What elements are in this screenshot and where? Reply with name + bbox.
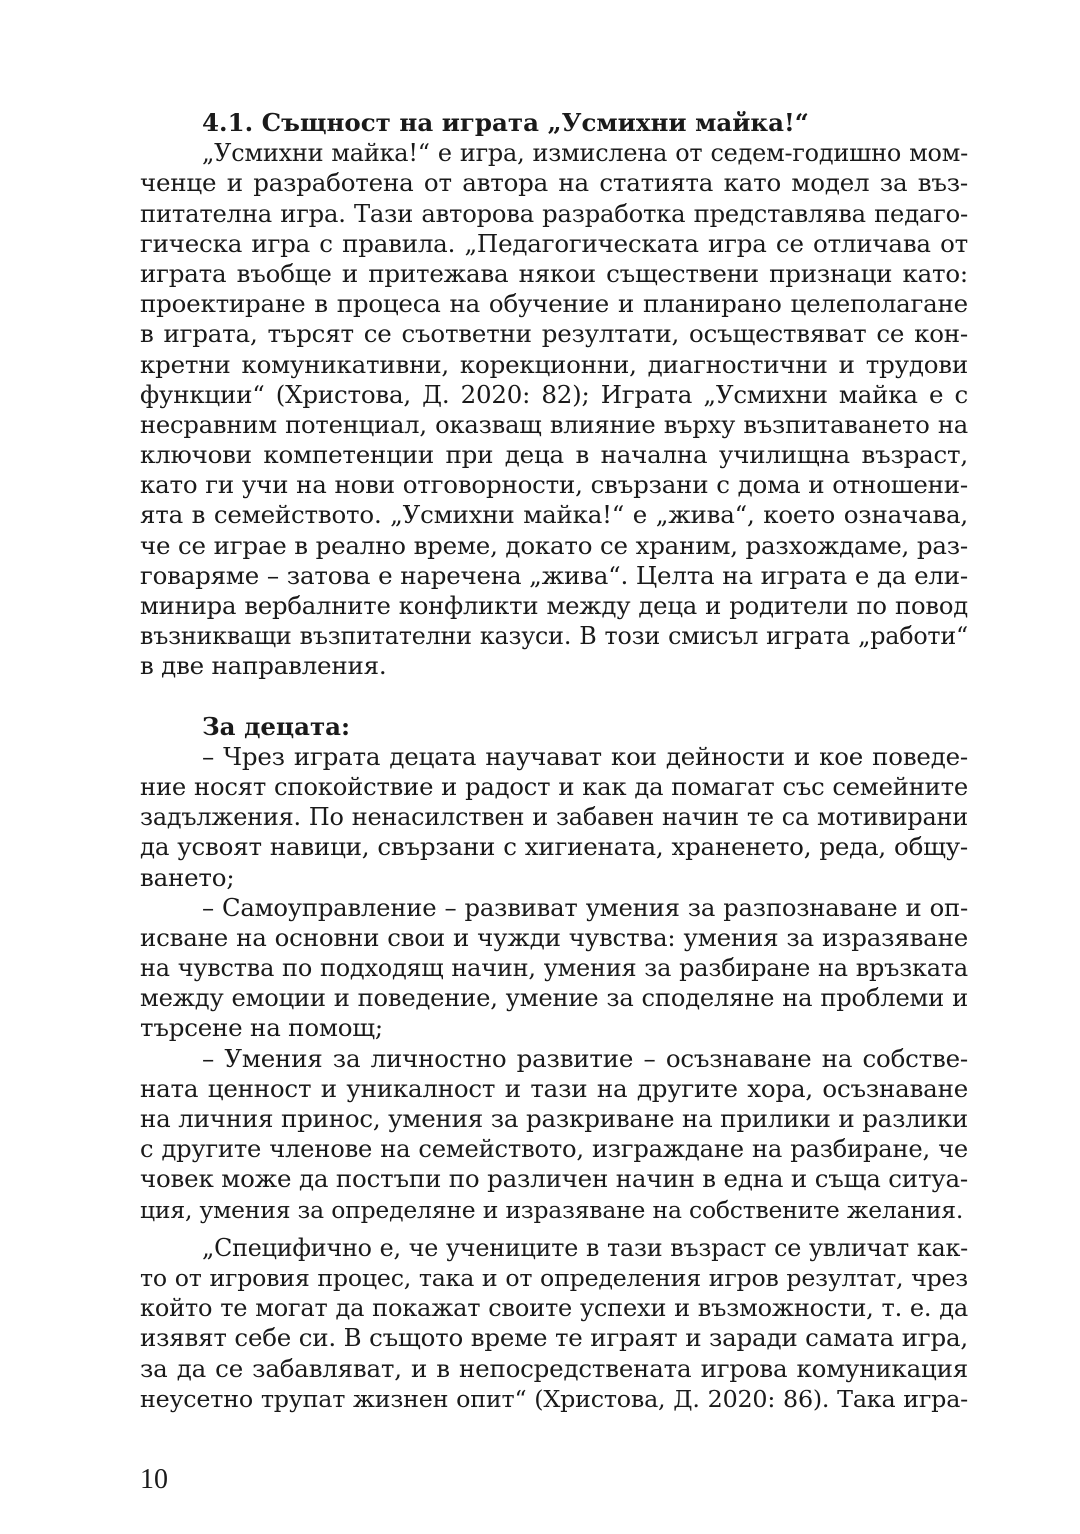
text-line: който те могат да покажат своите успехи и възможности, т. е. да <box>140 1294 968 1323</box>
text-line: ната ценност и уникалност и тази на другите хора, осъзнаване <box>140 1073 968 1103</box>
spacer <box>140 1225 968 1233</box>
text-line: в две направления. <box>140 651 387 681</box>
text-line: изявят себе си. В същото време те играят и заради самата игра, <box>140 1323 968 1353</box>
text-line: задължения. По ненасилствен и забавен начин те са мотивирани <box>140 803 968 832</box>
text-line: функции“ (Христова, Д. 2020: 82); Играта „Усмихни майка е с <box>140 379 968 409</box>
page-number: 10 <box>140 1464 168 1495</box>
text-line: – Чрез играта децата научават кои дейности и кое поведе- <box>202 741 968 771</box>
text-line: проектиране в процеса на обучение и планирано целеполагане <box>140 289 968 319</box>
subsection-heading: За децата: <box>202 711 351 741</box>
text-line: то от игровия процес, така и от определения игров резултат, чрез <box>140 1263 968 1292</box>
text-line: като ги учи на нови отговорности, свързани с дома и отношени- <box>140 470 968 500</box>
text-line: между емоции и поведение, умение за споделяне на проблеми и <box>140 984 968 1013</box>
text-line: несравним потенциал, оказващ влияние върху възпитаването на <box>140 410 968 439</box>
text-line: ването; <box>140 862 235 892</box>
section-heading: 4.1. Същност на играта „Усмихни майка!“ <box>202 108 809 137</box>
paragraph <box>140 138 968 681</box>
text-line: ние носят спокойствие и радост и как да помагат със семейните <box>140 771 968 801</box>
text-line: ята в семейството. „Усмихни майка!“ е „жива“, което означава, <box>140 500 968 530</box>
paragraph <box>140 893 968 1044</box>
paragraph <box>140 1044 968 1225</box>
text-line: играта въобще и притежава някои съществени признаци като: <box>140 258 968 288</box>
paragraph <box>140 742 968 893</box>
text-line: ключови компетенции при деца в начална училищна възраст, <box>140 440 968 470</box>
text-line: ченце и разработена от автора на статията като модел за въз- <box>140 168 968 198</box>
text-line: „Специфично е, че учениците в тази възраст се увличат как- <box>202 1233 968 1262</box>
text-line: гическа игра с правила. „Педагогическата игра се отличава от <box>140 228 968 258</box>
text-line: да усвоят навици, свързани с хигиената, храненето, реда, общу- <box>140 832 968 862</box>
text-line: за да се забавляват, и в непосредствената игрова комуникация <box>140 1353 968 1383</box>
text-line: исване на основни свои и чужди чувства: умения за изразяване <box>140 922 968 952</box>
text-line: „Усмихни майка!“ е игра, измислена от седем-годишно мом- <box>202 139 968 168</box>
text-line: питателна игра. Тази авторова разработка представлява педаго- <box>140 199 968 228</box>
spacer <box>140 682 968 712</box>
text-line: в играта, търсят се съответни резултати, осъществяват се кон- <box>140 319 968 349</box>
text-line: – Самоуправление – развиват умения за разпознаване и оп- <box>202 892 968 922</box>
text-line: говаряме – затова е наречена „жива“. Целта на играта е да ели- <box>140 560 968 590</box>
text-line: че се играе в реално време, докато се храним, разхождаме, раз- <box>140 530 968 560</box>
text-line: на чувства по подходящ начин, умения за разбиране на връзката <box>140 954 968 983</box>
text-line: минира вербалните конфликти между деца и родители по повод <box>140 591 968 620</box>
text-line: на личния принос, умения за разкриване на прилики и разлики <box>140 1104 968 1133</box>
text-line: човек може да постъпи по различен начин в една и съща ситуа- <box>140 1164 968 1194</box>
text-line: възникващи възпитателни казуси. В този смисъл играта „работи“ <box>140 622 968 651</box>
text-line: търсене на помощ; <box>140 1013 383 1043</box>
page-content <box>140 108 968 1414</box>
text-line: – Умения за личностно развитие – осъзнаване на собстве- <box>202 1043 968 1073</box>
paragraph <box>140 1233 968 1414</box>
text-line: ция, умения за определяне и изразяване на собствените желания. <box>140 1195 964 1224</box>
text-line: неусетно трупат жизнен опит“ (Христова, Д. 2020: 86). Така игра- <box>140 1384 968 1413</box>
text-line: с другите членове на семейството, изграждане на разбиране, че <box>140 1135 968 1164</box>
text-line: кретни комуникативни, корекционни, диагностични и трудови <box>140 349 968 379</box>
